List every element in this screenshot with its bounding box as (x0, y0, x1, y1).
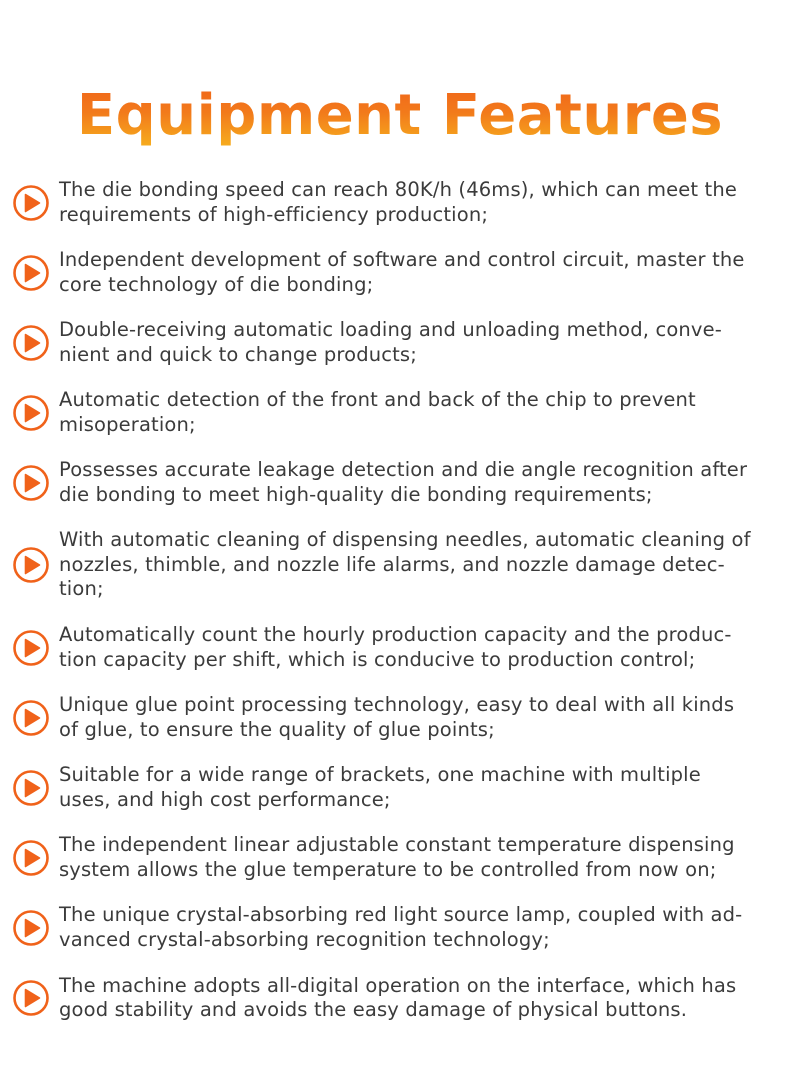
feature-text: Automatically count the hourly production capacity and the produc- tion capacity per shift, which is conducive to production control; (59, 623, 732, 671)
feature-text: The unique crystal-absorbing red light source lamp, coupled with ad- vanced crystal-absorbing recognition technology; (59, 903, 743, 951)
play-circle-icon (12, 699, 50, 737)
feature-text: The independent linear adjustable constant temperature dispensing system allows the glue temperature to be controlled from now on; (59, 833, 735, 881)
feature-item (0, 528, 800, 602)
play-circle-icon (12, 394, 50, 432)
play-circle-icon (12, 464, 50, 502)
feature-item (0, 693, 800, 742)
feature-list (0, 178, 800, 1044)
feature-text: Possesses accurate leakage detection and die angle recognition after die bonding to meet high-quality die bonding requirements; (59, 458, 748, 506)
feature-item (0, 974, 800, 1023)
play-circle-icon (12, 839, 50, 877)
feature-text: Suitable for a wide range of brackets, one machine with multiple uses, and high cost performance; (59, 763, 701, 811)
feature-text: The machine adopts all-digital operation on the interface, which has good stability and avoids the easy damage of physical buttons. (59, 973, 737, 1022)
play-circle-icon (12, 324, 50, 362)
play-circle-icon (12, 629, 50, 667)
feature-text: Automatic detection of the front and back of the chip to prevent misoperation; (59, 388, 696, 436)
feature-item (0, 903, 800, 952)
feature-item (0, 623, 800, 672)
feature-text: With automatic cleaning of dispensing needles, automatic cleaning of nozzles, thimble, and nozzle life alarms, and nozzle damage detec- tion; (59, 528, 751, 601)
feature-item (0, 458, 800, 507)
play-circle-icon (12, 909, 50, 947)
page-title: Equipment Features (0, 80, 800, 152)
play-circle-icon (12, 769, 50, 807)
feature-item (0, 178, 800, 227)
feature-item (0, 388, 800, 437)
play-circle-icon (12, 184, 50, 222)
feature-text: Double-receiving automatic loading and unloading method, conve- nient and quick to change products; (59, 318, 722, 366)
feature-text: The die bonding speed can reach 80K/h (46ms), which can meet the requirements of high-efficiency production; (59, 178, 737, 226)
feature-item (0, 248, 800, 297)
feature-item (0, 318, 800, 367)
feature-text: Independent development of software and control circuit, master the core technology of die bonding; (59, 248, 745, 296)
play-circle-icon (12, 254, 50, 292)
play-circle-icon (12, 546, 50, 584)
feature-text: Unique glue point processing technology, easy to deal with all kinds of glue, to ensure the quality of glue points; (59, 693, 735, 741)
play-circle-icon (12, 979, 50, 1017)
feature-item (0, 763, 800, 812)
feature-item (0, 833, 800, 882)
